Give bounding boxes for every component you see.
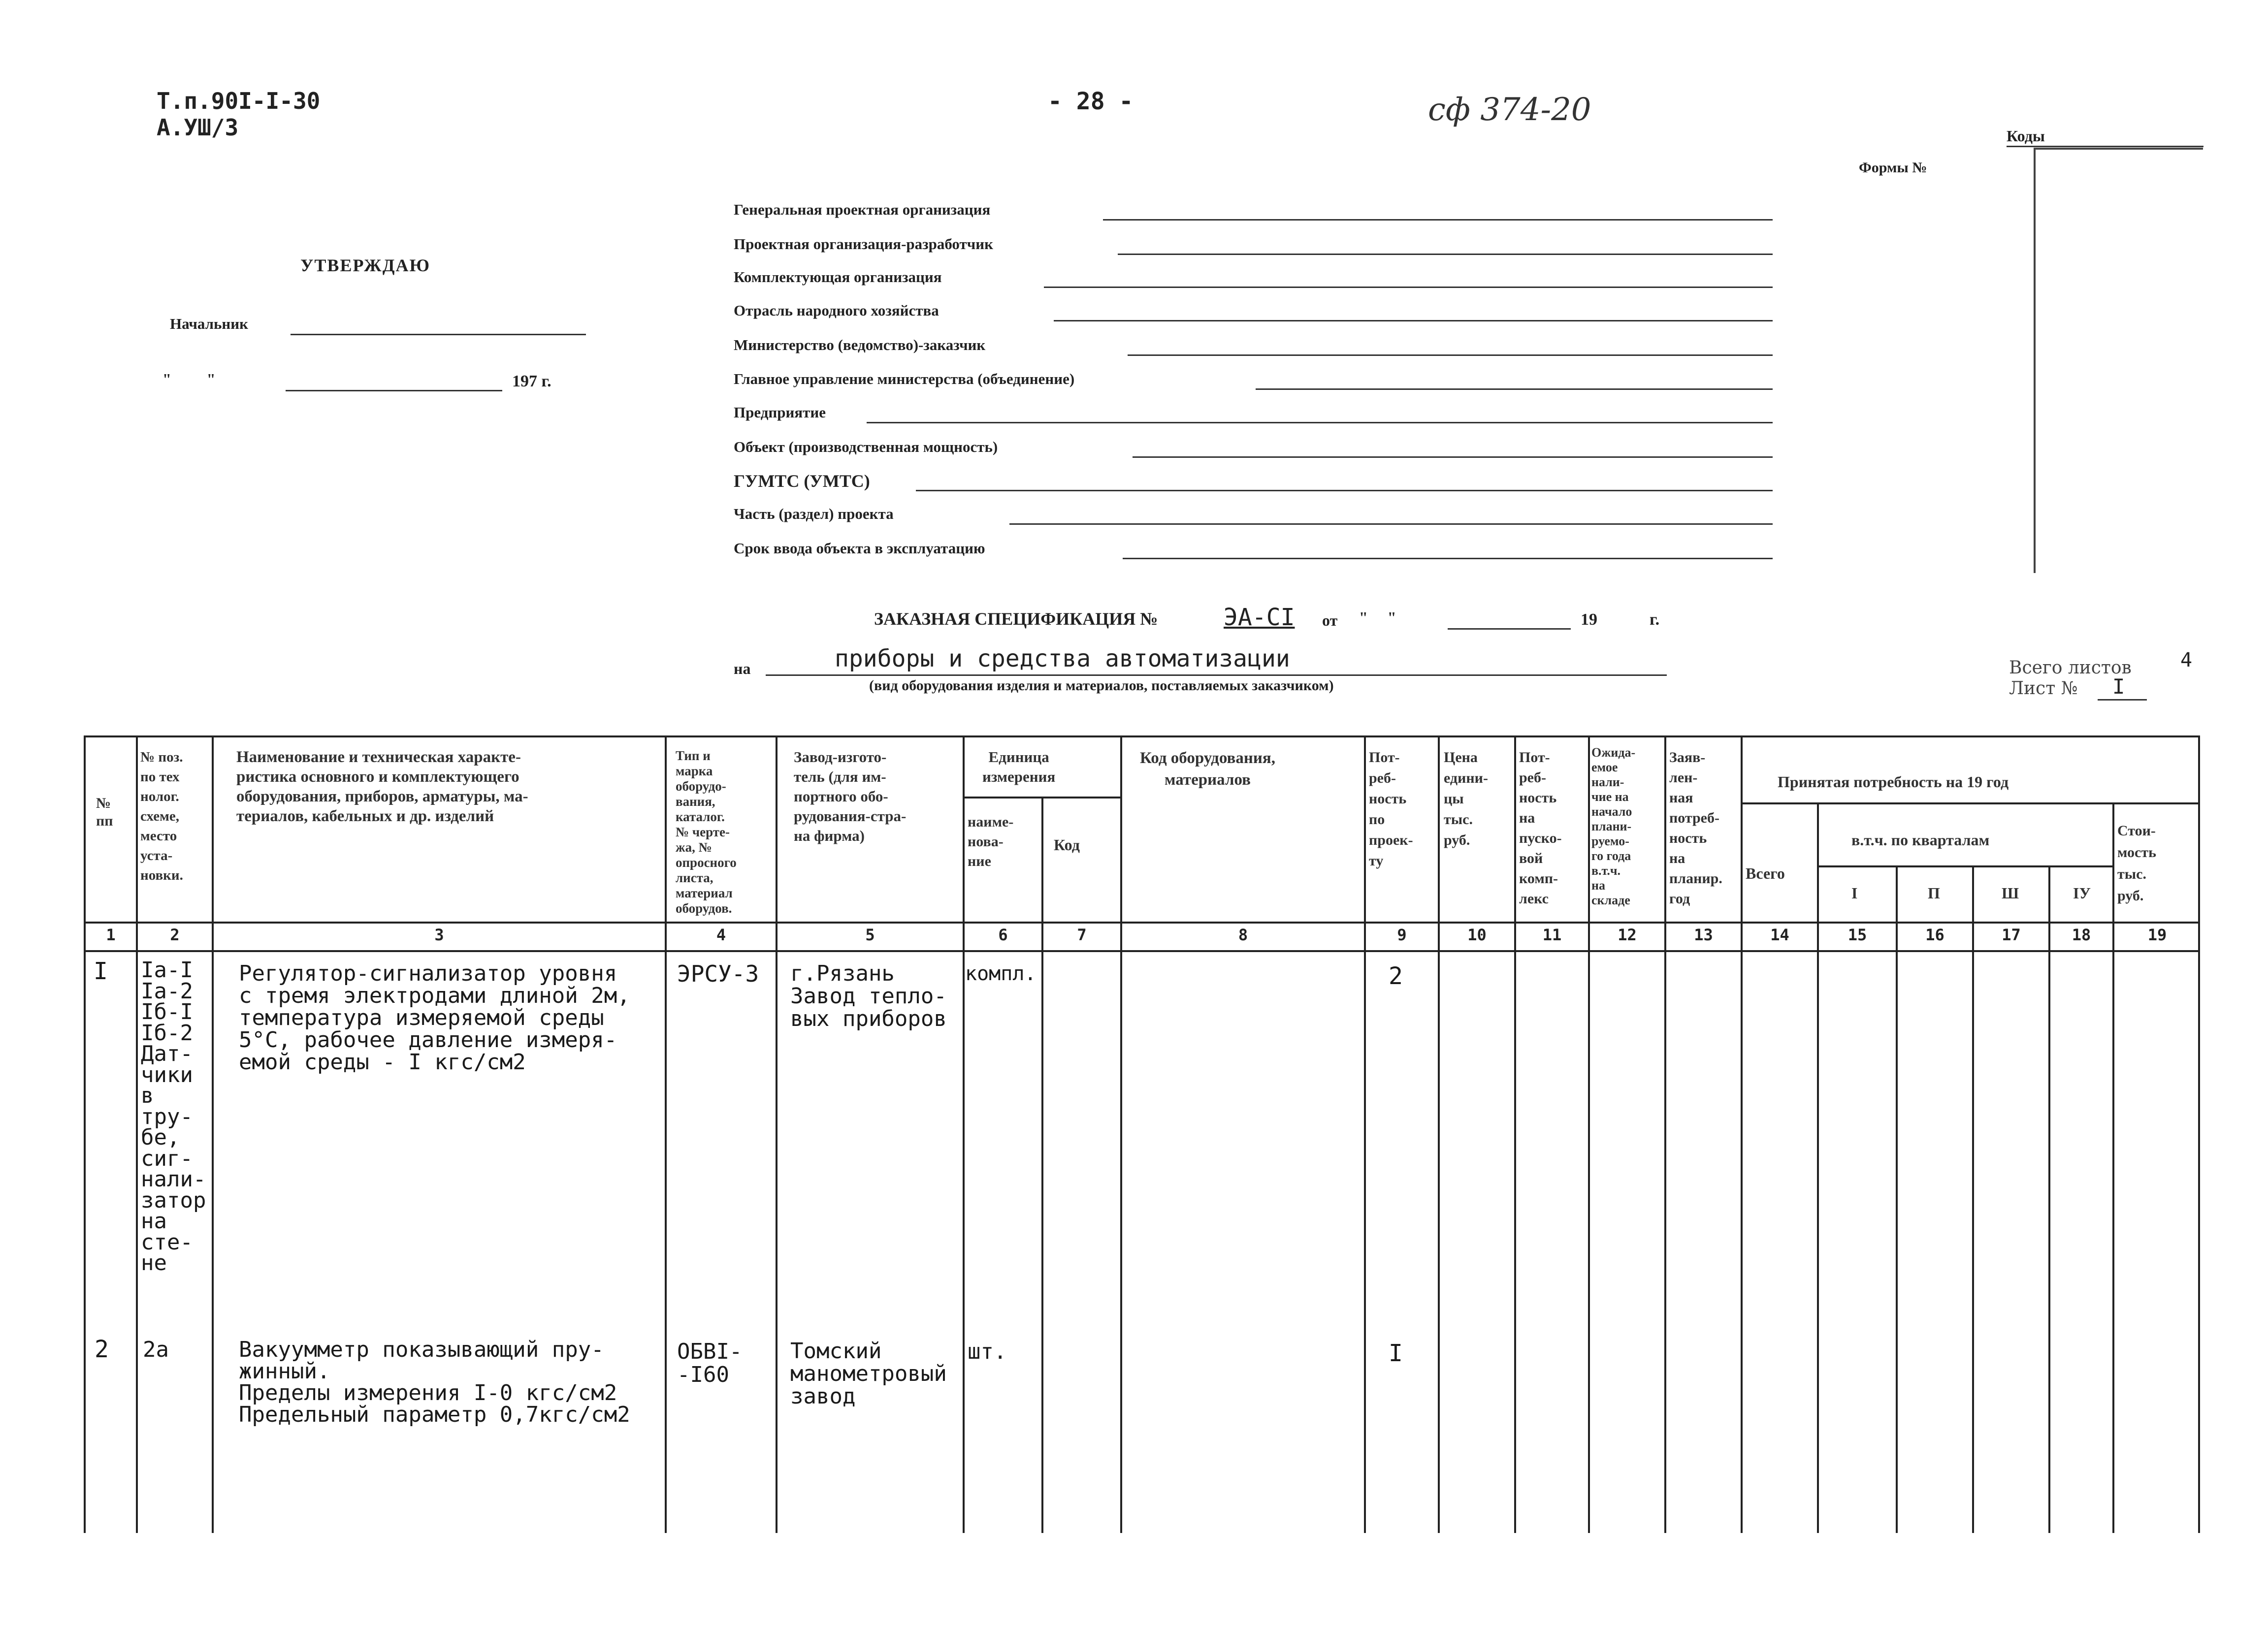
hdr-q4: IУ [2073,884,2091,902]
hdr-unit-group: Единица измерения [982,748,1056,785]
col-rule [665,735,667,1533]
handwritten-code: сф 374-20 [1428,92,1591,128]
org-field-label: Предприятие [734,404,826,421]
col-rule [1664,735,1666,1533]
row-type: ЭРСУ-3 [677,960,759,987]
accepted-subrule [1741,802,2200,804]
spec-year-g: г. [1650,610,1660,629]
hdr-name: Наименование и техническая характе- ристика основного и комплектующего оборудования, приборов, арматуры, ма- териалов, кабельных и др. изделий [236,748,528,825]
col-number: 7 [1077,926,1087,944]
chief-label: Начальник [170,315,248,332]
col-number-rule [84,950,2200,952]
sheets-total: 4 [2180,649,2193,671]
row-qty: I [1389,1340,1403,1367]
org-field-line[interactable] [1054,320,1773,321]
org-field-label: Часть (раздел) проекта [734,505,894,522]
row-unit: компл. [965,962,1037,985]
org-field-line[interactable] [1123,558,1773,559]
hdr-maker: Завод-изгото- тель (для им- портного обо- рудования-стра- на фирма) [794,748,907,844]
hdr-expected-stock: Ожида- емое нали- чие на начало плани- руемо- го года в.т.ч. на складе [1591,745,1636,907]
hdr-startup-need: Пот- реб- ность на пуско- вой комп- лекс [1519,749,1562,907]
row-type: ОБВI- -I60 [677,1339,743,1387]
col-rule [1588,735,1590,1533]
date-quote-marks: " " [162,370,216,388]
doc-ref-line2: А.УШ/3 [157,114,239,141]
hdr-position: № поз. по тех нолог. схеме, место уста- новки. [140,749,183,883]
hdr-type: Тип и марка оборудо- вания, каталог. № черте- жа, № опросного листа, материал оборудов. [676,748,737,916]
row-position: 2а [143,1337,169,1362]
sheet-number: I [2112,674,2125,699]
org-field-label: Отрасль народного хозяйства [734,302,939,319]
col-rule [1896,865,1898,1533]
row-number: I [94,958,108,985]
org-field-label: Комплектующая организация [734,268,942,286]
col-rule [1972,865,1974,1533]
org-field-label: Главное управление министерства (объединение) [734,370,1075,387]
org-field-label: ГУМТС (УМТС) [734,471,870,491]
spec-year: 19 [1581,610,1597,629]
hdr-declared-need: Заяв- лен- ная потреб- ность на планир. год [1669,749,1722,907]
spec-number: ЭА-СI [1224,604,1295,631]
approval-date-line [286,390,502,391]
col-rule [212,735,214,1533]
org-field-line[interactable] [1256,388,1773,390]
org-field-line[interactable] [1133,456,1773,458]
col-number: 8 [1238,926,1248,944]
sheet-number-line [2098,699,2147,701]
row-name: Вакуумметр показывающий пру- жинный. Пределы измерения I-0 кгс/см2 Предельный параметр 0,7кгс/см2 [239,1337,630,1427]
hdr-project-need: Пот- реб- ность по проек- ту [1369,749,1413,869]
hdr-cost: Стои- мость тыс. руб. [2117,823,2156,904]
approval-year: 197 г. [512,372,551,390]
sheet-label: Лист № [2009,678,2078,699]
hdr-equipment-code: Код оборудования, материалов [1140,749,1276,789]
spec-subject-line [766,674,1667,676]
spec-subject: приборы и средства автоматизации [835,645,1290,672]
org-field-label: Проектная организация-разработчик [734,235,993,253]
hdr-q1: I [1851,884,1858,902]
row-maker: Томский манометровый завод [790,1339,947,1409]
org-field-label: Генеральная проектная организация [734,201,991,218]
hdr-total: Всего [1746,864,1785,882]
page-number: - 28 - [1048,88,1134,115]
spec-subject-note: (вид оборудования изделия и материалов, поставляемых заказчиком) [869,677,1334,694]
codes-box [2034,148,2203,573]
org-field-line[interactable] [1128,354,1773,356]
org-field-label: Министерство (ведомство)-заказчик [734,336,986,353]
col-number: 14 [1770,926,1789,944]
col-rule [1041,797,1043,1533]
row-name: Регулятор-сигнализатор уровня с тремя электродами длиной 2м, температура измеряемой среды 5°С, рабочее давление измеря- емой среды - I кгс/см2 [239,961,630,1075]
org-field-line[interactable] [1009,523,1773,525]
spec-na: на [734,660,751,677]
col-number: 12 [1618,926,1637,944]
col-number: 6 [998,926,1008,944]
org-field-line[interactable] [1103,219,1773,221]
col-number: 16 [1925,926,1944,944]
col-rule [1364,735,1366,1533]
spec-title: ЗАКАЗНАЯ СПЕЦИФИКАЦИЯ № [874,609,1158,629]
col-rule [963,735,965,1533]
hdr-unit-price: Цена едини- цы тыс. руб. [1444,749,1488,848]
sheets-total-label: Всего листов [2009,658,2132,678]
hdr-row-number: № пп [96,795,113,829]
col-rule [776,735,778,1533]
quarter-subrule [1817,865,2112,867]
col-rule [1817,802,1819,1533]
col-number: 17 [2002,926,2021,944]
hdr-unit-code: Код [1054,836,1080,854]
spec-date-line[interactable] [1448,628,1571,630]
col-number: 10 [1467,926,1487,944]
col-rule [136,735,138,1533]
row-maker: г.Рязань Завод тепло- вых приборов [790,961,947,1031]
hdr-quarters: в.т.ч. по кварталам [1851,831,1990,849]
col-number: 2 [170,926,180,944]
col-number: 11 [1542,926,1562,944]
row-qty: 2 [1389,962,1403,990]
org-field-line[interactable] [916,490,1773,491]
col-number: 13 [1694,926,1713,944]
org-field-label: Объект (производственная мощность) [734,438,998,455]
col-number: 4 [716,926,726,944]
col-number: 3 [434,926,444,944]
col-rule [1438,735,1440,1533]
hdr-unit-name: наиме- нова- ние [968,814,1014,869]
col-number: 9 [1397,926,1407,944]
doc-ref-line1: Т.п.90I-I-30 [157,88,321,114]
hdr-q2: П [1928,884,1940,902]
header-rule [84,922,2200,924]
org-field-label: Срок ввода объекта в эксплуатацию [734,540,985,557]
spec-from: от [1322,611,1338,629]
codes-label: Коды [2007,127,2045,145]
row-position: Iа-I Iа-2 Iб-I Iб-2 Дат- чики в тру- бе, сиг- нали- затор на сте- не [141,958,206,1276]
col-rule [1514,735,1516,1533]
org-field-line[interactable] [1118,254,1773,255]
col-number: 1 [106,926,116,944]
col-number: 19 [2147,926,2167,944]
row-number: 2 [95,1336,109,1363]
col-rule [1741,735,1743,1533]
hdr-accepted-need: Принятая потребность на 19 год [1778,773,2009,791]
col-number: 18 [2072,926,2091,944]
col-number: 15 [1847,926,1867,944]
forms-label: Формы № [1859,160,1927,176]
row-unit: шт. [968,1339,1007,1364]
org-field-line[interactable] [1044,287,1773,288]
approval-title: УТВЕРЖДАЮ [300,255,431,275]
col-rule [1120,735,1122,1533]
col-number: 5 [865,926,875,944]
org-field-line[interactable] [867,422,1773,423]
spec-date-quotes: " " [1359,608,1396,626]
hdr-q3: Ш [2002,884,2019,902]
codes-line [2007,146,2203,147]
col-rule [2048,865,2050,1533]
col-rule [2112,802,2114,1533]
chief-signature-line [291,334,586,335]
